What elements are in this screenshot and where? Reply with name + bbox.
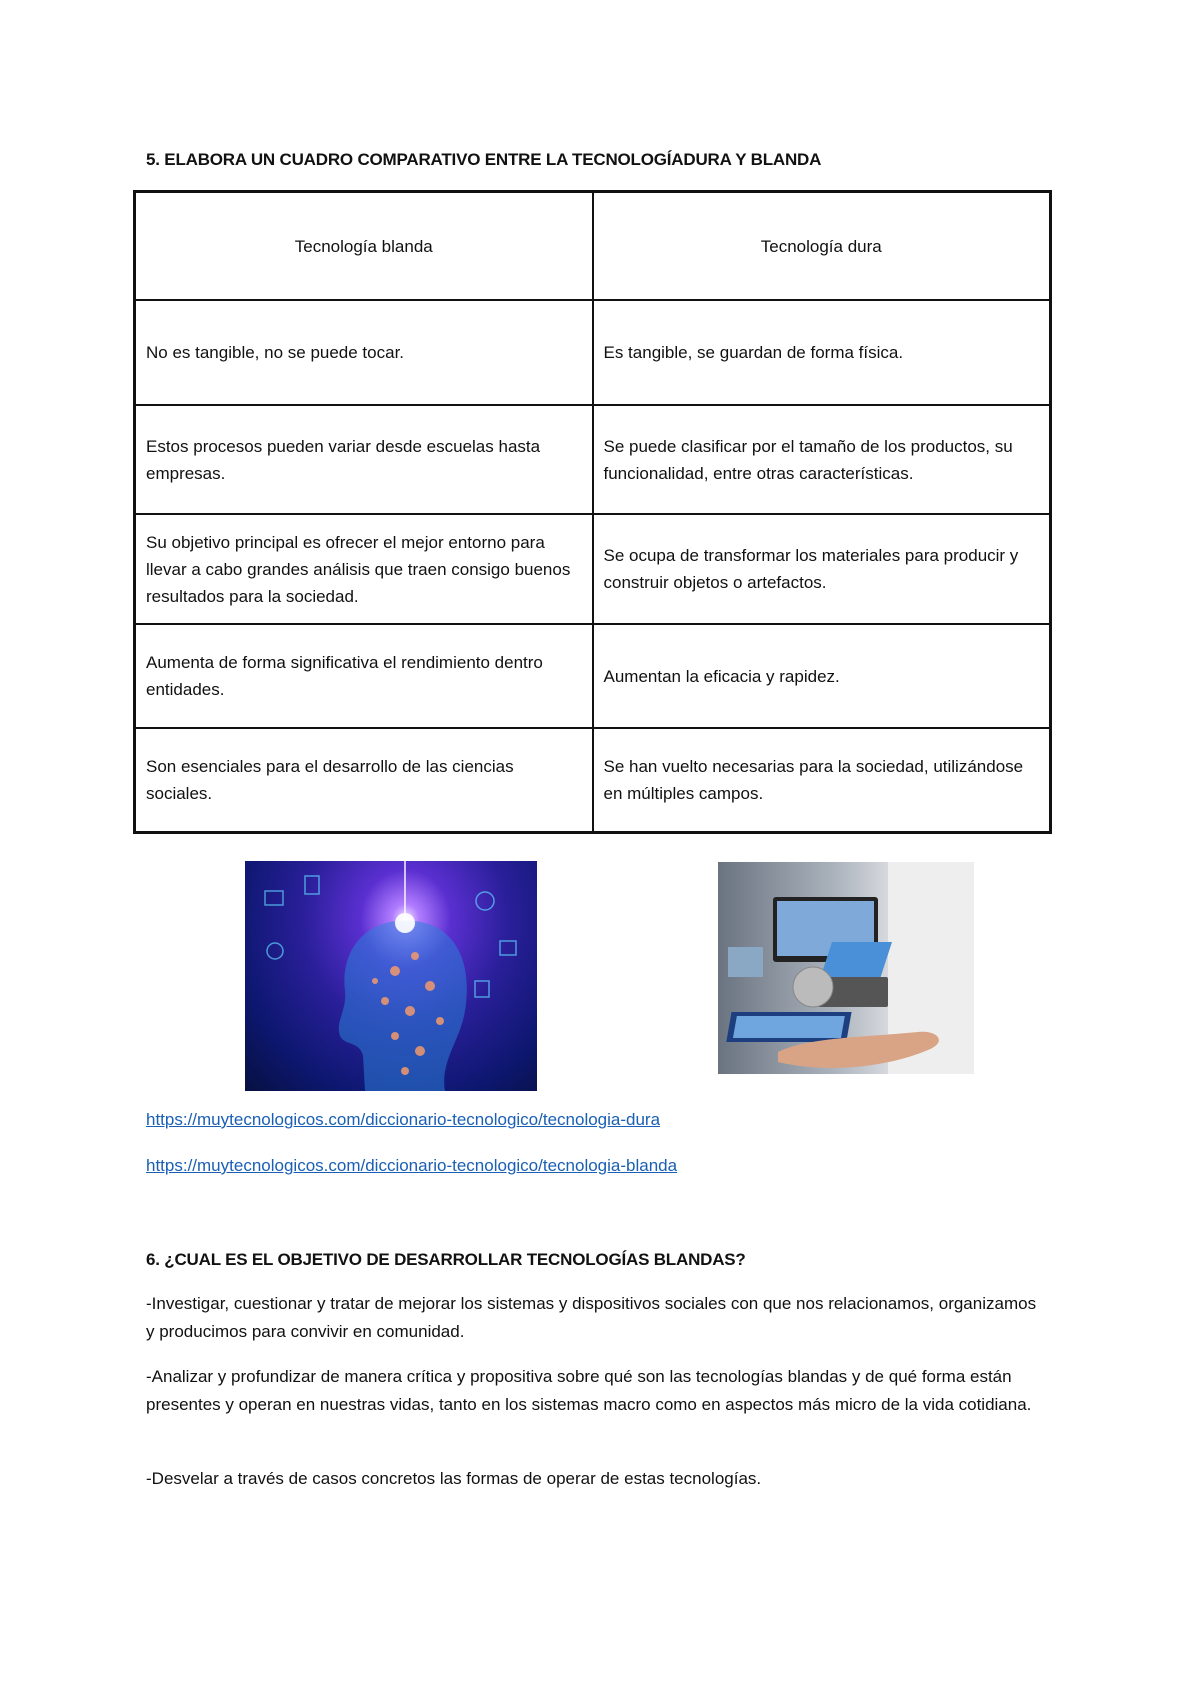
link-tecnologia-dura[interactable]: https://muytecnologicos.com/diccionario-tecnologico/tecnologia-dura (146, 1110, 661, 1129)
table-row (135, 514, 1051, 624)
table-header-row (135, 192, 1051, 301)
cell-hard: Se han vuelto necesarias para la sociedad, utilizándose en múltiples campos. (593, 728, 1051, 832)
table-row (135, 728, 1051, 832)
cell-hard: Aumentan la eficacia y rapidez. (593, 624, 1051, 728)
objective-paragraph: -Analizar y profundizar de manera crítica y propositiva sobre qué son las tecnologías blandas y de qué forma están presentes y operan en nuestras vidas, tanto en los sistemas macro como en aspectos más micro de la vida cotidiana. (146, 1367, 1032, 1414)
header-soft-technology: Tecnología blanda (135, 192, 593, 301)
cell-hard: Es tangible, se guardan de forma física. (593, 300, 1051, 405)
section-5-heading: 5. ELABORA UN CUADRO COMPARATIVO ENTRE LA TECNOLOGÍADURA Y BLANDA (146, 150, 822, 169)
cell-hard: Se puede clasificar por el tamaño de los productos, su funcionalidad, entre otras características. (593, 405, 1051, 514)
cell-soft: Son esenciales para el desarrollo de las ciencias sociales. (135, 728, 593, 832)
cell-soft: Su objetivo principal es ofrecer el mejor entorno para llevar a cabo grandes análisis que traen consigo buenos resultados para la sociedad. (135, 514, 593, 624)
cell-soft: Aumenta de forma significativa el rendimiento dentro entidades. (135, 624, 593, 728)
objective-paragraph: -Desvelar a través de casos concretos las formas de operar de estas tecnologías. (146, 1469, 762, 1488)
cell-soft: No es tangible, no se puede tocar. (135, 300, 593, 405)
table-row (135, 624, 1051, 728)
comparison-table (133, 190, 1052, 834)
section-6-heading: 6. ¿CUAL ES EL OBJETIVO DE DESARROLLAR TECNOLOGÍAS BLANDAS? (146, 1250, 746, 1269)
hard-technology-devices-image (718, 862, 974, 1074)
table-row (135, 405, 1051, 514)
cell-soft: Estos procesos pueden variar desde escuelas hasta empresas. (135, 405, 593, 514)
head-silhouette-icon (245, 861, 537, 1091)
header-hard-technology: Tecnología dura (593, 192, 1051, 301)
ai-head-image (245, 861, 537, 1091)
link-tecnologia-blanda[interactable]: https://muytecnologicos.com/diccionario-tecnologico/tecnologia-blanda (146, 1156, 678, 1175)
cell-hard: Se ocupa de transformar los materiales para producir y construir objetos o artefactos. (593, 514, 1051, 624)
objective-paragraph: -Investigar, cuestionar y tratar de mejorar los sistemas y dispositivos sociales con que nos relacionamos, organizamos y producimos para convivir en comunidad. (146, 1294, 1037, 1341)
devices-in-hand-icon (718, 862, 974, 1074)
table-row (135, 300, 1051, 405)
